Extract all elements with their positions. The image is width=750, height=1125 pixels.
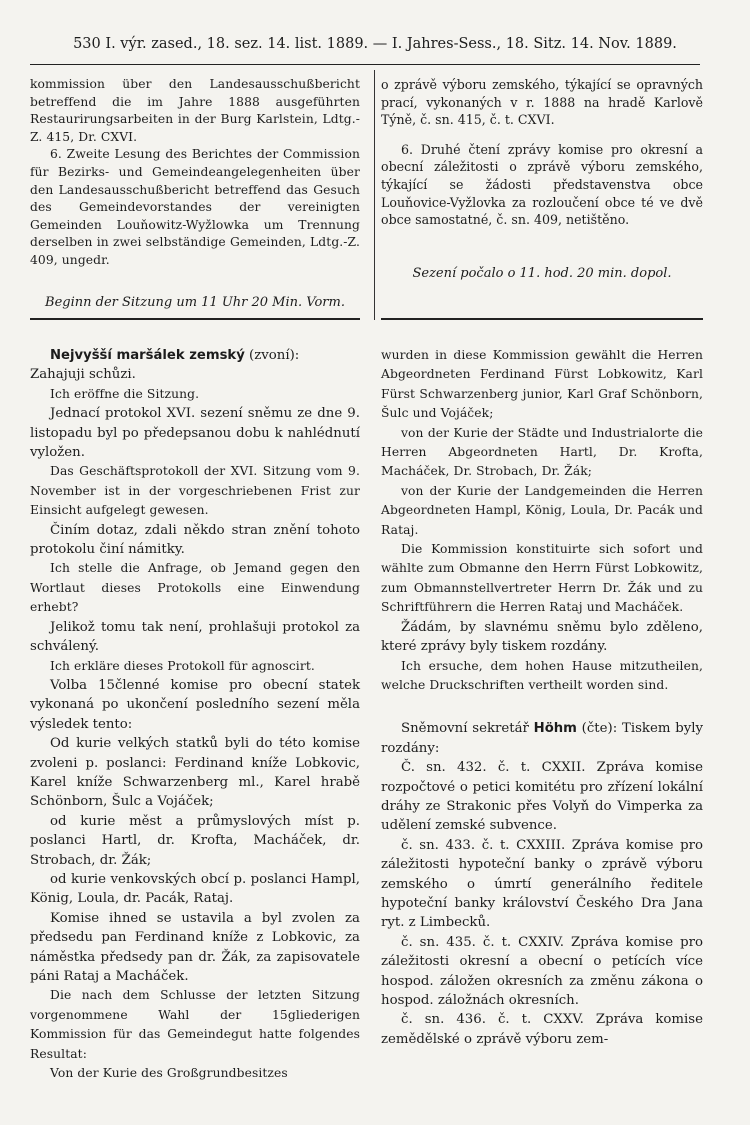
agenda-item-6-cs: 6. Druhé čtení zprávy komise pro okresní a obecní záležitosti o zprávě výboru zemského, týkající se žádosti představenstva obce Louňovice-Vyžlovka za rozloučení obce té ve dvě obce samostatné, č. sn. 409, netištěno.	[381, 141, 703, 228]
question-de: Ich stelle die Anfrage, ob Jemand gegen den Wortlaut dieses Protokolls eine Einwendung erhebt?	[30, 561, 360, 615]
election-estates-de-start: Von der Kurie des Großgrundbesitzes	[50, 1066, 288, 1081]
print-436: č. sn. 436. č. t. CXXV. Zpráva komise zemědělské o zprávě výboru zem-	[381, 1012, 703, 1047]
secretary-title: Sněmovní sekretář	[401, 721, 529, 737]
lower-right-column	[381, 346, 703, 1049]
opening-de: Ich eröffne die Sitzung.	[50, 386, 200, 401]
session-start-cs: Sezení počalo o 11. hod. 20 min. dopol.	[412, 265, 672, 281]
print-432: Č. sn. 432. č. t. CXXII. Zpráva komise rozpočtové o petici komitétu pro zřízení lokální dráhy ze Strakonic přes Volyň do Vimperka za udělení zemské subvence.	[381, 760, 703, 834]
print-435: č. sn. 435. č. t. CXXIV. Zpráva komise pro záležitosti okresní a obecní o petících více hospod. záložen okresních za změnu zákona o hospod. záložnách okresních.	[381, 934, 703, 1008]
election-estates-de-cont: wurden in diese Kommission gewählt die Herren Abgeordneten Ferdinand Fürst Lobkowitz, Karl Fürst Schwarzenberg junior, Karl Graf Schönborn, Šulc und Vojáček;	[381, 348, 703, 421]
question-cs: Činím dotaz, zdali někdo stran znění tohoto protokolu činí námitky.	[30, 522, 360, 558]
print-request-cs: Žádám, by slavnému sněmu bylo zděleno, které zprávy byly tiskem rozdány.	[381, 619, 703, 655]
opening-cs: Zahajuji schůzi.	[30, 367, 136, 383]
election-rural-de: von der Kurie der Landgemeinden die Herren Abgeordneten Hampl, König, Loula, Dr. Pacák und Rataj.	[381, 483, 703, 537]
print-request-de: Ich ersuche, dem hohen Hause mitzutheilen, welche Druckschriften vertheilt worden sind.	[381, 658, 703, 692]
agenda-item-5-cont-de: kommission über den Landesausschußbericht betreffend die im Jahre 1888 ausgeführten Restaurirungsarbeiten in der Burg Karlstein, Ldtg.-Z. 415, Dr. CXVI.	[30, 77, 360, 144]
election-towns-cs: od kurie měst a průmyslových míst p. poslanci Hartl, dr. Krofta, Macháček, dr. Strobach, dr. Žák;	[30, 813, 360, 868]
section-rule-right	[381, 318, 703, 320]
column-divider	[374, 70, 375, 320]
election-towns-de: von der Kurie der Städte und Industrialorte die Herren Abgeordneten Hartl, Dr. Krofta, Macháček, Dr. Strobach, Dr. Žák;	[381, 425, 703, 479]
commission-constituted-de: Die Kommission konstituirte sich sofort und wählte zum Obmanne den Herrn Fürst Lobkowitz, zum Obmannstellvertreter Herrn Dr. Žák und zu Schriftführern die Herren Rataj und Macháček.	[381, 542, 703, 615]
commission-constituted-cs: Komise ihned se ustavila a byl zvolen za předsedu pan Ferdinand kníže z Lobkovic, za náměstka předsedy pan dr. Žák, za zapisovatele páni Rataj a Macháček.	[30, 910, 360, 984]
secretary-action: (čte): Tiskem byly rozdány:	[381, 721, 703, 756]
session-start-de: Beginn der Sitzung um 11 Uhr 20 Min. Vorm.	[45, 294, 345, 310]
speaker-name: Nejvyšší maršálek zemský	[50, 348, 245, 363]
protocol-cs: Jednací protokol XVI. sezení sněmu ze dne 9. listopadu byl po předepsanou dobu k nahlédnutí vyložen.	[30, 406, 360, 461]
section-rule-left	[30, 318, 360, 320]
speaker-action: (zvoní):	[244, 348, 300, 363]
approval-cs: Jelikož tomu tak není, prohlašuji protokol za schválený.	[30, 619, 360, 655]
election-estates-cs: Od kurie velkých statků byli do této komise zvoleni p. poslanci: Ferdinand kníže Lobkovic, Karel kníže Schwarzenberg ml., Karel hrabě Schönborn, Šulc a Vojáček;	[30, 736, 360, 810]
upper-left-column	[30, 76, 360, 311]
agenda-item-5-cont-cs: o zprávě výboru zemského, týkající se opravných prací, vykonaných v r. 1888 na hradě Karlově Týně, č. sn. 415, č. t. CXVI.	[381, 77, 703, 128]
upper-right-column	[381, 76, 703, 282]
approval-de: Ich erkläre dieses Protokoll für agnoscirt.	[50, 658, 315, 673]
election-rural-cs: od kurie venkovských obcí p. poslanci Hampl, König, Loula, dr. Pacák, Rataj.	[30, 871, 360, 907]
protocol-de: Das Geschäftsprotokoll der XVI. Sitzung vom 9. November ist in der vorgeschriebenen Frist zur Einsicht aufgelegt gewesen.	[30, 464, 360, 518]
header-rule	[30, 64, 700, 65]
election-cs: Volba 15členné komise pro obecní statek vykonaná po ukončení posledního sezení měla výsledek tento:	[30, 677, 360, 732]
lower-left-column	[30, 346, 360, 1083]
page-header: 530 I. výr. zased., 18. sez. 14. list. 1889. — I. Jahres-Sess., 18. Sitz. 14. Nov. 1889.	[73, 36, 677, 52]
election-de: Die nach dem Schlusse der letzten Sitzung vorgenommene Wahl der 15gliederigen Kommission für das Gemeindegut hatte folgendes Resultat:	[30, 988, 360, 1061]
agenda-item-6-de: 6. Zweite Lesung des Berichtes der Commission für Bezirks- und Gemeindeangelegenheiten über den Landesausschußbericht betreffend das Gesuch des Gemeindevorstandes der vereinigten Gemeinden Louňowitz-Wyžlowka um Trennung derselben in zwei selbständige Gemeinden, Ldtg.-Z. 409, ungedr.	[30, 147, 360, 267]
print-433: č. sn. 433. č. t. CXXIII. Zpráva komise pro záležitosti hypoteční banky o zprávě výboru zemského o úmrtí generálního ředitele hypoteční banky království Českého Dra Jana ryt. z Limbecků.	[381, 837, 703, 931]
secretary-name: Höhm	[533, 721, 577, 737]
